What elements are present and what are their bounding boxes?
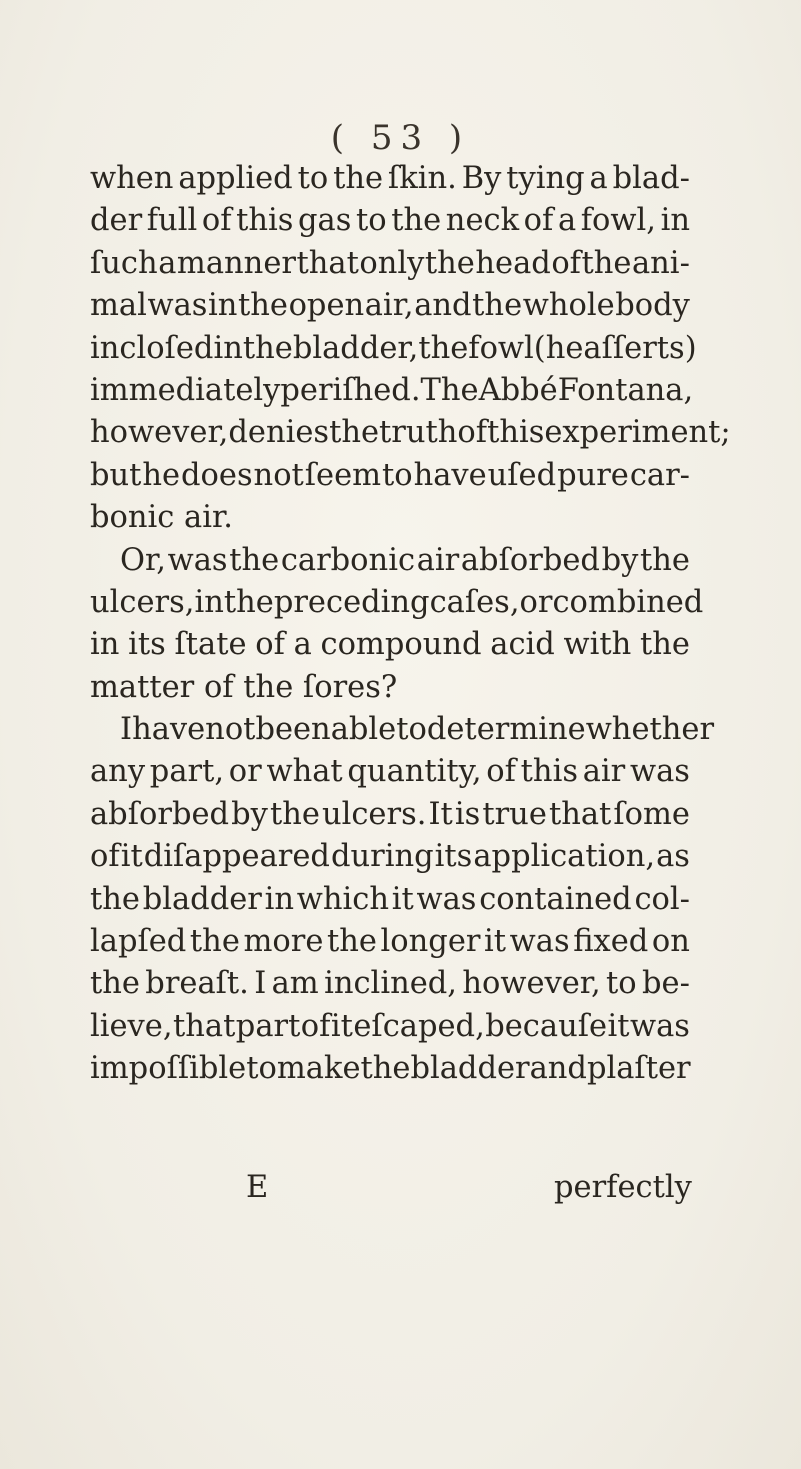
word: the <box>189 924 240 960</box>
word: head <box>475 245 551 281</box>
word: bladder, <box>292 330 419 366</box>
text-line <box>90 200 690 242</box>
text-line <box>90 328 697 370</box>
word: by <box>231 796 268 832</box>
word: denies <box>228 415 330 451</box>
word: open <box>288 288 365 324</box>
word: am <box>271 966 319 1002</box>
text-line <box>90 285 690 327</box>
word: ulcers, <box>90 584 195 620</box>
word: becauſe <box>485 1008 608 1044</box>
word: abſorbed <box>90 796 230 832</box>
word: ſeem <box>304 457 382 493</box>
word: the <box>424 245 475 281</box>
word: of <box>551 245 581 281</box>
text-line <box>90 1006 690 1048</box>
word: the <box>242 330 293 366</box>
word: col- <box>634 881 690 917</box>
word: what <box>266 754 343 790</box>
word: or <box>228 754 262 790</box>
word: the <box>472 288 523 324</box>
word: of <box>255 627 285 663</box>
word: not <box>253 457 304 493</box>
text-line <box>90 158 690 200</box>
word: ſkin. <box>387 161 457 196</box>
word: and <box>529 1051 587 1087</box>
word: any <box>90 754 146 790</box>
word: Or, <box>120 542 166 578</box>
word: been <box>255 712 331 748</box>
text-line: matter of the ſores? <box>90 669 398 705</box>
word: gas <box>298 203 352 239</box>
word: when <box>90 161 174 196</box>
word: application, <box>473 839 656 875</box>
word: in <box>660 203 690 239</box>
word: fixed <box>573 924 649 960</box>
text-line <box>90 879 690 921</box>
word: to <box>246 1051 277 1087</box>
word: the <box>269 796 320 832</box>
word: uſed <box>487 457 557 493</box>
text-line <box>90 540 690 582</box>
word: The <box>420 372 479 408</box>
word: ſtate <box>174 627 247 663</box>
word: of <box>457 415 488 451</box>
word: I <box>120 712 133 748</box>
word: the <box>223 584 274 620</box>
word: a <box>293 627 312 663</box>
word: combined <box>552 584 704 620</box>
word: and <box>414 288 472 324</box>
word: make <box>276 1051 361 1087</box>
page-number: ( 53 ) <box>330 118 471 158</box>
word: longer <box>380 924 481 960</box>
word: the <box>391 203 442 239</box>
word: it <box>607 1008 630 1044</box>
word: air, <box>364 288 414 324</box>
word: of <box>486 754 516 790</box>
word: of <box>90 839 120 875</box>
word: the <box>329 415 380 451</box>
word: manner <box>176 245 296 281</box>
word: on <box>651 924 690 960</box>
word: tying <box>506 161 585 196</box>
word: eſcaped, <box>353 1008 485 1044</box>
word: the <box>238 288 288 324</box>
word: not <box>205 712 256 748</box>
word: (he <box>533 330 584 366</box>
word: mal <box>90 288 147 324</box>
word: bladder <box>410 1051 530 1087</box>
word: was <box>167 542 228 578</box>
word: compound <box>320 627 482 663</box>
word: a <box>158 245 177 281</box>
word: car- <box>629 457 690 493</box>
word: as <box>656 839 690 875</box>
word: more <box>243 924 324 960</box>
word: truth <box>379 415 458 451</box>
word: was <box>509 924 570 960</box>
word: that <box>296 245 359 281</box>
word: diſappeared <box>143 839 330 875</box>
word: in <box>213 330 243 366</box>
word: breaſt. <box>145 966 249 1002</box>
word: was <box>629 1008 690 1044</box>
text-line <box>90 751 690 793</box>
word: the <box>90 881 140 917</box>
word: the <box>229 542 280 578</box>
word: this <box>520 754 578 790</box>
word: is <box>454 796 481 832</box>
word: or <box>519 584 553 620</box>
word: inclined, <box>324 966 457 1002</box>
word: full <box>146 203 198 239</box>
word: was <box>416 881 477 917</box>
word: its <box>434 839 473 875</box>
word: with <box>563 627 632 663</box>
word: plaſter <box>586 1051 691 1087</box>
word: of <box>300 1008 331 1044</box>
word: in <box>194 584 224 620</box>
word: its <box>128 627 166 663</box>
text-line <box>90 455 690 497</box>
catchword: perfectly <box>554 1170 692 1205</box>
word: however, <box>90 415 229 451</box>
word: determine <box>426 712 586 748</box>
text-line <box>90 582 704 624</box>
word: have <box>413 457 487 493</box>
text-line <box>90 243 690 285</box>
word: fowl <box>468 330 534 366</box>
word: true <box>482 796 547 832</box>
word: during <box>330 839 434 875</box>
word: he <box>142 457 181 493</box>
word: applied <box>178 161 293 196</box>
word: ſuch <box>90 245 158 281</box>
word: abſorbed <box>460 542 600 578</box>
word: of <box>523 203 554 239</box>
word: whether <box>585 712 715 748</box>
word: experiment; <box>544 415 731 451</box>
word: blad- <box>612 161 690 196</box>
word: be- <box>642 966 690 1002</box>
word: By <box>461 161 502 196</box>
word: body <box>615 288 690 324</box>
word: which <box>296 881 389 917</box>
word: a <box>557 203 577 239</box>
word: the <box>639 627 690 663</box>
word: have <box>132 712 206 748</box>
catchline <box>0 1170 801 1212</box>
word: I <box>254 966 267 1002</box>
word: preceding <box>273 584 430 620</box>
word: that <box>548 796 612 832</box>
word: air <box>582 754 626 790</box>
word: to <box>356 203 387 239</box>
word: lieve, <box>90 1008 173 1044</box>
word: incloſed <box>90 330 214 366</box>
word: the <box>640 542 690 578</box>
word: It <box>428 796 453 832</box>
word: it <box>120 839 143 875</box>
word: this <box>236 203 294 239</box>
word: does <box>181 457 253 493</box>
word: to <box>396 712 427 748</box>
word: to <box>606 966 637 1002</box>
text-line <box>90 794 690 836</box>
word: part, <box>149 754 225 790</box>
word: bladder <box>142 881 262 917</box>
word: in <box>208 288 238 324</box>
word: impoſſible <box>90 1051 247 1087</box>
word: the <box>326 924 377 960</box>
word: the <box>90 966 140 1002</box>
word: to <box>297 161 329 196</box>
body-text <box>90 158 731 1091</box>
word: pure <box>557 457 629 493</box>
text-line <box>90 836 690 878</box>
text-line <box>90 921 690 963</box>
word: of <box>201 203 232 239</box>
word: lapſed <box>90 924 187 960</box>
word: ulcers. <box>321 796 427 832</box>
word: neck <box>445 203 520 239</box>
word: a <box>589 161 608 196</box>
word: der <box>90 203 143 239</box>
word: by <box>601 542 639 578</box>
word: was <box>147 288 208 324</box>
word: Fontana, <box>557 372 694 408</box>
word: it <box>391 881 414 917</box>
word: it <box>330 1008 353 1044</box>
word: periſhed. <box>280 372 421 408</box>
text-line: bonic air. <box>90 500 233 536</box>
word: to <box>382 457 413 493</box>
word: ani- <box>631 245 690 281</box>
word: able <box>330 712 397 748</box>
word: carbonic <box>280 542 416 578</box>
word: caſes, <box>429 584 520 620</box>
word: the <box>418 330 469 366</box>
text-line <box>90 624 690 666</box>
word: immediately <box>90 372 281 408</box>
word: but <box>90 457 142 493</box>
word: part <box>235 1008 301 1044</box>
word: whole <box>522 288 615 324</box>
text-line <box>90 1048 690 1090</box>
word: fowl, <box>580 203 656 239</box>
text-line <box>90 370 694 412</box>
word: air <box>416 542 460 578</box>
word: aſſerts) <box>583 330 697 366</box>
word: ſome <box>613 796 690 832</box>
word: contained <box>479 881 632 917</box>
word: however, <box>462 966 601 1002</box>
signature-mark: E <box>246 1170 269 1205</box>
word: the <box>360 1051 411 1087</box>
word: quantity, <box>347 754 482 790</box>
text-line <box>90 963 690 1005</box>
word: in <box>264 881 294 917</box>
word: the <box>333 161 384 196</box>
word: in <box>90 627 120 663</box>
word: it <box>484 924 507 960</box>
word: the <box>581 245 632 281</box>
word: only <box>359 245 425 281</box>
text-line <box>90 709 715 751</box>
word: this <box>487 415 545 451</box>
text-line <box>90 412 731 454</box>
word: that <box>173 1008 236 1044</box>
word: was <box>629 754 690 790</box>
word: acid <box>490 627 555 663</box>
word: Abbé <box>478 372 558 408</box>
